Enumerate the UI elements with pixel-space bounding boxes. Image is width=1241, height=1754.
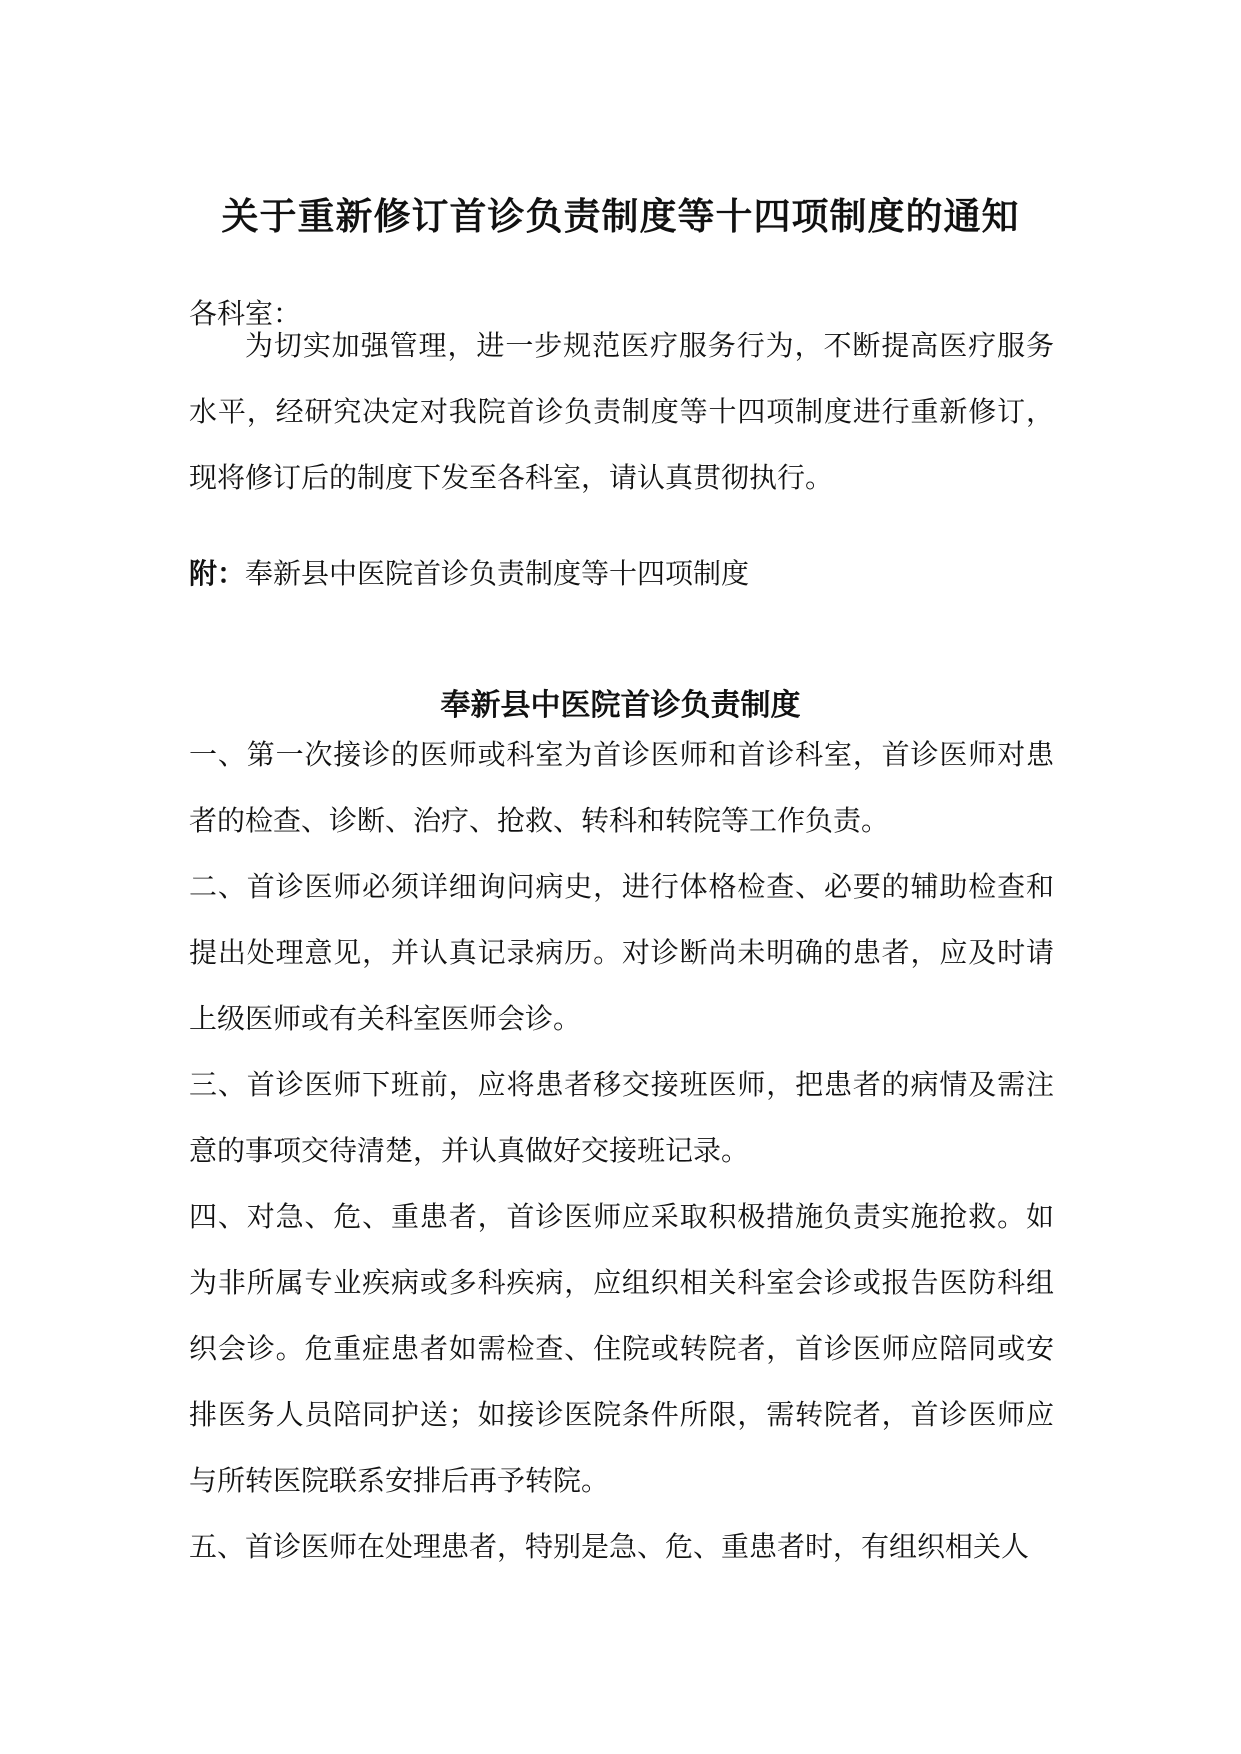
- document-title: 关于重新修订首诊负责制度等十四项制度的通知: [221, 194, 1020, 238]
- clause-2: 二、首诊医师必须详细询问病史，进行体格检查、必要的辅助检查和提出处理意见，并认真记录病历。对诊断尚未明确的患者，应及时请上级医师或有关科室医师会诊。: [189, 870, 1054, 1035]
- attachment-text: 奉新县中医院首诊负责制度等十四项制度: [245, 557, 750, 590]
- clause-1: 一、第一次接诊的医师或科室为首诊医师和首诊科室，首诊医师对患者的检查、诊断、治疗、抢救、转科和转院等工作负责。: [189, 738, 1054, 837]
- clause-4: 四、对急、危、重患者，首诊医师应采取积极措施负责实施抢救。如为非所属专业疾病或多科疾病，应组织相关科室会诊或报告医防科组织会诊。危重症患者如需检查、住院或转院者，首诊医师应陪同或安排医务人员陪同护送；如接诊医院条件所限，需转院者，首诊医师应与所转医院联系安排后再予转院。: [189, 1200, 1054, 1497]
- clause-3: 三、首诊医师下班前，应将患者移交接班医师，把患者的病情及需注意的事项交待清楚，并认真做好交接班记录。: [189, 1068, 1054, 1167]
- attachment-label: 附：: [189, 557, 246, 590]
- salutation: 各科室：: [189, 297, 302, 330]
- intro-paragraph: 为切实加强管理，进一步规范医疗服务行为，不断提高医疗服务水平，经研究决定对我院首诊负责制度等十四项制度进行重新修订，现将修订后的制度下发至各科室，请认真贯彻执行。: [189, 329, 1054, 494]
- section-title: 奉新县中医院首诊负责制度: [440, 688, 801, 723]
- clause-5: 五、首诊医师在处理患者，特别是急、危、重患者时，有组织相关人: [189, 1530, 1030, 1563]
- attachment-line: [189, 552, 749, 596]
